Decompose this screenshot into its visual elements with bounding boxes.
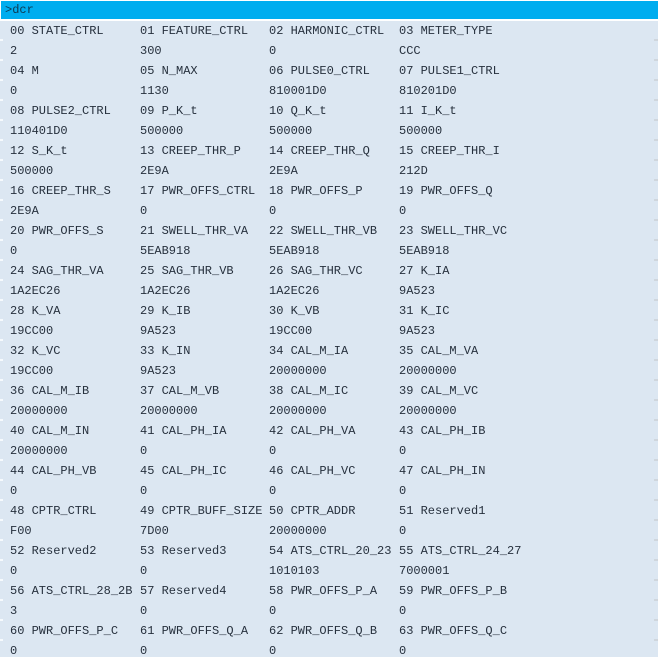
register-value-row: [0, 121, 658, 141]
register-name-cell: 47 CAL_PH_IN: [399, 464, 486, 478]
register-name-cell: 34 CAL_M_IA: [269, 344, 349, 358]
register-value-cell: 0: [399, 604, 407, 618]
register-value-cell: 7D00: [140, 524, 169, 538]
register-value-cell: 20000000: [399, 404, 457, 418]
register-value-cell: 0: [269, 484, 277, 498]
register-name-cell: 05 N_MAX: [140, 64, 198, 78]
register-value-cell: 0: [140, 484, 148, 498]
register-value-row: [0, 201, 658, 221]
register-value-cell: 19CC00: [10, 364, 54, 378]
register-value-cell: 3: [10, 604, 18, 618]
register-value-cell: 0: [269, 444, 277, 458]
register-name-cell: 23 SWELL_THR_VC: [399, 224, 508, 238]
register-name-cell: 14 CREEP_THR_Q: [269, 144, 370, 158]
register-dump: [0, 21, 658, 657]
register-label-row: [0, 541, 658, 561]
register-name-cell: 12 S_K_t: [10, 144, 68, 158]
register-label-row: [0, 261, 658, 281]
register-name-cell: 30 K_VB: [269, 304, 320, 318]
register-label-row: [0, 101, 658, 121]
register-value-row: [0, 521, 658, 541]
register-value-cell: 5EAB918: [269, 244, 320, 258]
register-name-cell: 44 CAL_PH_VB: [10, 464, 97, 478]
register-name-cell: 52 Reserved2: [10, 544, 97, 558]
register-label-row: [0, 341, 658, 361]
register-name-cell: 43 CAL_PH_IB: [399, 424, 486, 438]
register-value-row: [0, 401, 658, 421]
register-name-cell: 13 CREEP_THR_P: [140, 144, 241, 158]
register-value-cell: 9A523: [399, 284, 436, 298]
register-name-cell: 51 Reserved1: [399, 504, 486, 518]
register-label-row: [0, 301, 658, 321]
register-value-cell: 19CC00: [269, 324, 313, 338]
register-value-row: [0, 281, 658, 301]
register-value-cell: 20000000: [10, 444, 68, 458]
register-value-cell: 7000001: [399, 564, 450, 578]
register-label-row: [0, 381, 658, 401]
register-name-cell: 11 I_K_t: [399, 104, 457, 118]
register-value-cell: 0: [269, 644, 277, 657]
register-name-cell: 01 FEATURE_CTRL: [140, 24, 249, 38]
register-name-cell: 61 PWR_OFFS_Q_A: [140, 624, 249, 638]
register-value-cell: 0: [399, 444, 407, 458]
register-name-cell: 22 SWELL_THR_VB: [269, 224, 378, 238]
register-name-cell: 37 CAL_M_VB: [140, 384, 220, 398]
register-value-cell: 0: [269, 604, 277, 618]
register-label-row: [0, 461, 658, 481]
register-name-cell: 17 PWR_OFFS_CTRL: [140, 184, 256, 198]
register-name-cell: 26 SAG_THR_VC: [269, 264, 363, 278]
register-name-cell: 60 PWR_OFFS_P_C: [10, 624, 119, 638]
register-name-cell: 57 Reserved4: [140, 584, 227, 598]
register-value-cell: 1010103: [269, 564, 320, 578]
register-name-cell: 56 ATS_CTRL_28_2B: [10, 584, 133, 598]
register-label-row: [0, 221, 658, 241]
register-name-cell: 48 CPTR_CTRL: [10, 504, 97, 518]
register-label-row: [0, 61, 658, 81]
register-value-cell: F00: [10, 524, 32, 538]
register-label-row: [0, 581, 658, 601]
register-value-cell: 1A2EC26: [10, 284, 61, 298]
register-name-cell: 40 CAL_M_IN: [10, 424, 90, 438]
register-label-row: [0, 421, 658, 441]
register-value-cell: 9A523: [140, 364, 177, 378]
register-value-cell: 1130: [140, 84, 169, 98]
register-value-row: [0, 481, 658, 501]
register-value-cell: 0: [399, 204, 407, 218]
register-value-cell: 500000: [10, 164, 54, 178]
register-value-cell: 2E9A: [140, 164, 169, 178]
command-prompt-bar: [1, 1, 658, 19]
register-name-cell: 28 K_VA: [10, 304, 61, 318]
register-name-cell: 20 PWR_OFFS_S: [10, 224, 104, 238]
register-name-cell: 58 PWR_OFFS_P_A: [269, 584, 378, 598]
register-name-cell: 10 Q_K_t: [269, 104, 327, 118]
register-name-cell: 35 CAL_M_VA: [399, 344, 479, 358]
prompt-command: >dcr: [5, 3, 34, 17]
register-name-cell: 53 Reserved3: [140, 544, 227, 558]
register-value-cell: 0: [140, 604, 148, 618]
register-value-cell: 20000000: [399, 364, 457, 378]
register-name-cell: 36 CAL_M_IB: [10, 384, 90, 398]
register-label-row: [0, 21, 658, 41]
register-value-cell: 500000: [269, 124, 313, 138]
register-name-cell: 24 SAG_THR_VA: [10, 264, 104, 278]
register-name-cell: 08 PULSE2_CTRL: [10, 104, 111, 118]
register-value-row: [0, 241, 658, 261]
register-value-row: [0, 361, 658, 381]
register-value-cell: CCC: [399, 44, 421, 58]
register-value-cell: 0: [140, 204, 148, 218]
register-value-cell: 2E9A: [269, 164, 298, 178]
register-name-cell: 18 PWR_OFFS_P: [269, 184, 363, 198]
register-name-cell: 04 M: [10, 64, 39, 78]
register-value-cell: 110401D0: [10, 124, 68, 138]
register-value-row: [0, 81, 658, 101]
register-name-cell: 54 ATS_CTRL_20_23: [269, 544, 392, 558]
register-value-cell: 0: [10, 564, 18, 578]
register-name-cell: 59 PWR_OFFS_P_B: [399, 584, 508, 598]
register-name-cell: 49 CPTR_BUFF_SIZE: [140, 504, 263, 518]
register-value-cell: 20000000: [269, 524, 327, 538]
register-value-cell: 9A523: [140, 324, 177, 338]
register-value-cell: 500000: [399, 124, 443, 138]
register-value-cell: 20000000: [269, 404, 327, 418]
register-name-cell: 32 K_VC: [10, 344, 61, 358]
register-name-cell: 55 ATS_CTRL_24_27: [399, 544, 522, 558]
register-name-cell: 62 PWR_OFFS_Q_B: [269, 624, 378, 638]
register-value-cell: 0: [140, 644, 148, 657]
register-name-cell: 41 CAL_PH_IA: [140, 424, 227, 438]
register-name-cell: 21 SWELL_THR_VA: [140, 224, 249, 238]
register-name-cell: 42 CAL_PH_VA: [269, 424, 356, 438]
register-name-cell: 06 PULSE0_CTRL: [269, 64, 370, 78]
register-value-cell: 2: [10, 44, 18, 58]
register-value-row: [0, 41, 658, 61]
register-value-cell: 5EAB918: [140, 244, 191, 258]
register-name-cell: 25 SAG_THR_VB: [140, 264, 234, 278]
register-value-cell: 0: [10, 84, 18, 98]
register-name-cell: 63 PWR_OFFS_Q_C: [399, 624, 508, 638]
register-value-cell: 20000000: [269, 364, 327, 378]
register-value-cell: 5EAB918: [399, 244, 450, 258]
register-value-cell: 20000000: [10, 404, 68, 418]
register-name-cell: 39 CAL_M_VC: [399, 384, 479, 398]
register-value-cell: 0: [399, 524, 407, 538]
register-value-cell: 0: [10, 484, 18, 498]
register-value-row: [0, 561, 658, 581]
register-value-cell: 0: [269, 204, 277, 218]
register-name-cell: 38 CAL_M_IC: [269, 384, 349, 398]
register-value-row: [0, 601, 658, 621]
register-value-cell: 500000: [140, 124, 184, 138]
register-name-cell: 00 STATE_CTRL: [10, 24, 104, 38]
register-label-row: [0, 621, 658, 641]
register-value-cell: 0: [140, 444, 148, 458]
register-value-cell: 810001D0: [269, 84, 327, 98]
register-value-cell: 1A2EC26: [269, 284, 320, 298]
register-name-cell: 29 K_IB: [140, 304, 191, 318]
register-name-cell: 16 CREEP_THR_S: [10, 184, 111, 198]
register-value-cell: 212D: [399, 164, 428, 178]
register-name-cell: 50 CPTR_ADDR: [269, 504, 356, 518]
register-value-cell: 0: [399, 484, 407, 498]
register-value-cell: 0: [10, 244, 18, 258]
register-value-row: [0, 161, 658, 181]
register-value-row: [0, 441, 658, 461]
register-value-row: [0, 321, 658, 341]
register-value-cell: 1A2EC26: [140, 284, 191, 298]
register-value-cell: 2E9A: [10, 204, 39, 218]
register-name-cell: 46 CAL_PH_VC: [269, 464, 356, 478]
register-name-cell: 19 PWR_OFFS_Q: [399, 184, 493, 198]
register-value-cell: 0: [10, 644, 18, 657]
register-value-cell: 810201D0: [399, 84, 457, 98]
register-label-row: [0, 181, 658, 201]
register-name-cell: 02 HARMONIC_CTRL: [269, 24, 385, 38]
register-name-cell: 03 METER_TYPE: [399, 24, 493, 38]
register-name-cell: 09 P_K_t: [140, 104, 198, 118]
register-name-cell: 45 CAL_PH_IC: [140, 464, 227, 478]
register-name-cell: 27 K_IA: [399, 264, 450, 278]
register-label-row: [0, 501, 658, 521]
register-name-cell: 07 PULSE1_CTRL: [399, 64, 500, 78]
terminal-output: [0, 21, 658, 657]
register-value-cell: 20000000: [140, 404, 198, 418]
register-value-cell: 0: [269, 44, 277, 58]
register-label-row: [0, 141, 658, 161]
register-value-cell: 9A523: [399, 324, 436, 338]
register-value-cell: 19CC00: [10, 324, 54, 338]
register-name-cell: 33 K_IN: [140, 344, 191, 358]
register-value-cell: 0: [399, 644, 407, 657]
register-value-row: [0, 641, 658, 657]
register-name-cell: 31 K_IC: [399, 304, 450, 318]
register-value-cell: 300: [140, 44, 162, 58]
register-name-cell: 15 CREEP_THR_I: [399, 144, 500, 158]
register-value-cell: 0: [140, 564, 148, 578]
